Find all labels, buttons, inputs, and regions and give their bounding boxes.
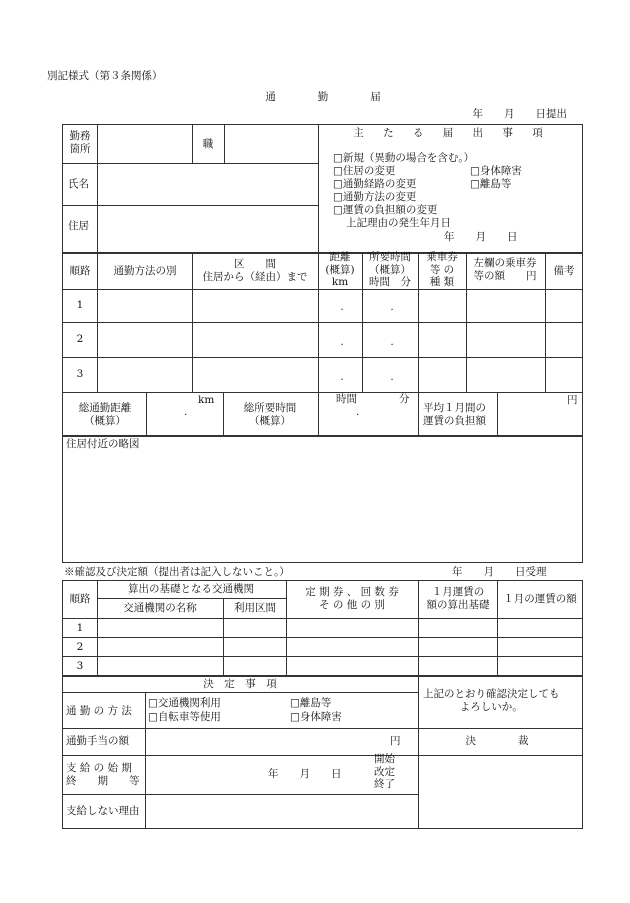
col-distance: 距離 (概算) km <box>325 251 355 289</box>
method-label: 通 勤 の 方 法 <box>66 705 132 717</box>
notice-fare-change: □運賃の負担額の変更 <box>333 204 438 216</box>
allowance-label: 通勤手当の額 <box>66 735 129 747</box>
confirm-decision-text: 上記のとおり確認決定しても よろしいか。 <box>423 688 560 713</box>
pay-period-label: 支 給 の 始 期 終 期 等 <box>66 762 140 787</box>
residence-label: 住居 <box>68 220 89 232</box>
col-remarks: 備考 <box>553 265 575 277</box>
confirm-col-transport: 算出の基礎となる交通機関 <box>128 583 254 595</box>
col-ticket-type: 乗車券 等 の 種 類 <box>426 251 458 289</box>
option-public-transit: □交通機関利用 <box>148 697 221 709</box>
time-unit: 時間 分 <box>336 393 410 405</box>
col-section: 区 間 住居から（経由）まで <box>202 258 308 283</box>
confirm-col-fare-base: １月運賃の 額の算出基礎 <box>426 586 490 611</box>
col-ticket-fare: 左欄の乗車券 等の額 円 <box>473 257 537 282</box>
confirm-col-ticket-type: 定 期 券 、 回 数 券 そ の 他 の 別 <box>305 586 399 611</box>
route-row-3-time-dot: . <box>390 371 394 383</box>
option-remote-island: □離島等 <box>290 697 332 709</box>
notice-route-change: □通勤経路の変更 <box>333 178 417 190</box>
confirm-col-order: 順路 <box>69 593 91 605</box>
option-disability: □身体障害 <box>290 711 342 723</box>
route-row-1-time-dot: . <box>390 301 394 313</box>
confirm-col-section: 利用区間 <box>234 602 276 614</box>
workplace-label: 勤務 箇所 <box>69 130 91 155</box>
reason-date-label: 上記理由の発生年月日 <box>346 217 451 229</box>
route-row-2-no: 2 <box>76 333 84 345</box>
notice-method-change: □通勤方法の変更 <box>333 191 417 203</box>
decision-heading: 決 定 事 項 <box>203 678 277 690</box>
form-reference: 別記様式（第３条関係） <box>47 70 163 82</box>
notice-heading: 主 た る 届 出 事 項 <box>353 127 551 139</box>
total-distance-dot: . <box>184 406 188 418</box>
allowance-yen: 円 <box>390 735 401 747</box>
route-row-2-time-dot: . <box>390 336 394 348</box>
confirm-row-2: 2 <box>76 641 84 653</box>
total-time-dot: . <box>356 406 360 418</box>
route-row-2-distance-dot: . <box>340 336 344 348</box>
avg-fare-label: 平均１月間の 運賃の負担額 <box>423 402 486 427</box>
reason-date: 年 月 日 <box>444 231 518 243</box>
notice-residence-change: □住居の変更 <box>333 165 396 177</box>
col-time: 所要時間 （概算） 時間 分 <box>369 251 411 289</box>
col-method: 通勤方法の別 <box>113 265 177 277</box>
notice-remote-island: □離島等 <box>470 178 512 190</box>
submission-date: 年 月 日提出 <box>472 108 567 120</box>
name-label: 氏名 <box>68 178 89 190</box>
sketch-area <box>62 436 583 563</box>
pay-period-kind: 開始 改定 終了 <box>374 753 395 791</box>
total-time-label: 総所要時間 （概算） <box>243 402 297 427</box>
notice-new: □新規（異動の場合を含む。） <box>333 152 475 164</box>
approval-label: 決 裁 <box>465 735 529 747</box>
no-pay-reason-label: 支給しない理由 <box>66 805 140 817</box>
post-label: 職 <box>202 138 214 150</box>
confirm-col-transport-name: 交通機関の名称 <box>123 602 197 614</box>
km-unit: km <box>198 394 215 406</box>
pay-period-date: 年 月 日 <box>268 768 342 780</box>
sketch-label: 住居付近の略図 <box>66 438 140 450</box>
route-row-1-distance-dot: . <box>340 301 344 313</box>
confirm-heading: ※確認及び決定額（提出者は記入しないこと。） <box>64 566 290 578</box>
notice-disability: □身体障害 <box>470 165 522 177</box>
col-order: 順路 <box>69 265 91 277</box>
route-row-3-no: 3 <box>76 368 84 380</box>
route-row-3-distance-dot: . <box>340 371 344 383</box>
avg-fare-yen: 円 <box>567 394 578 406</box>
total-distance-label: 総通勤距離 （概算） <box>78 402 132 427</box>
option-bicycle-car: □自転車等使用 <box>148 711 221 723</box>
confirm-row-1: 1 <box>76 622 84 634</box>
received-date: 年 月 日受理 <box>452 566 547 578</box>
confirm-row-3: 3 <box>76 660 84 672</box>
page-title: 通 勤 届 <box>265 91 381 103</box>
route-row-1-no: 1 <box>76 299 84 311</box>
confirm-col-monthly-fare: １月の運賃の額 <box>503 593 577 605</box>
